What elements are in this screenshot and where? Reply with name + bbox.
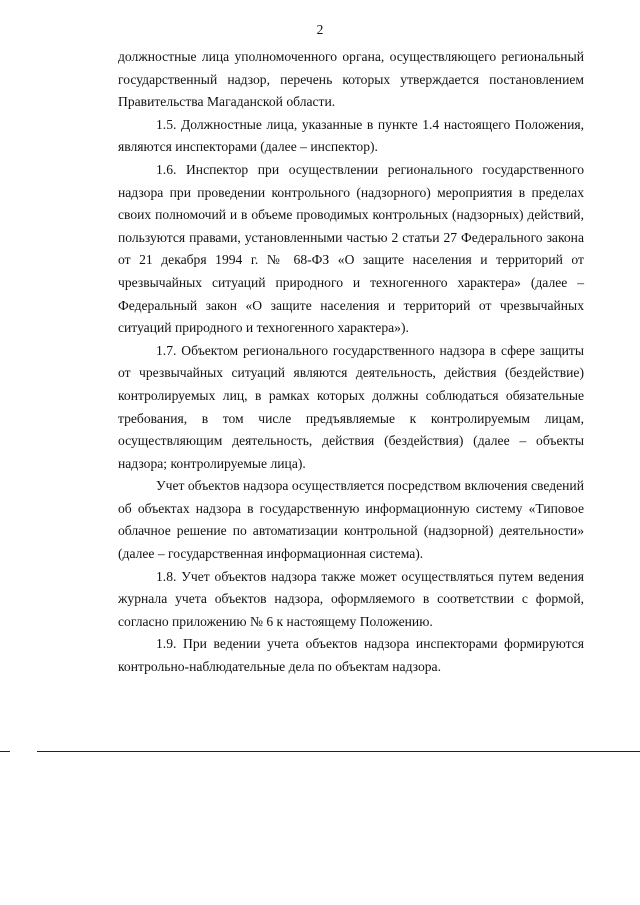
page-number: 2 bbox=[316, 22, 324, 37]
paragraph-1-9: 1.9. При ведении учета объектов надзора инспекторами формируются контрольно-наблюдательные дела по объектам надзора. bbox=[118, 636, 584, 675]
scan-edge-mark bbox=[0, 751, 10, 752]
paragraph-1-8: 1.8. Учет объектов надзора также может осуществляться путем ведения журнала учета объектов надзора, оформляемого в соответствии с формой, согласно приложению № 6 к настоящему Положению. bbox=[118, 568, 584, 629]
document-body bbox=[118, 46, 584, 679]
paragraph-1-6: 1.6. Инспектор при осуществлении регионального государственного надзора при проведении контрольного (надзорного) мероприятия в пределах своих полномочий и в объеме проводимых контрольных (надзорных) действий, пользуются правами, установленными частью 2 статьи 27 Федерального закона от 21 декабря 1994 г. № 68-ФЗ «О защите населения и территорий от чрезвычайных ситуаций природного и техногенного характера» (далее – Федеральный закон «О защите населения и территорий от чрезвычайных ситуаций природного и техногенного характера»). bbox=[118, 161, 584, 336]
paragraph-1-5: 1.5. Должностные лица, указанные в пункте 1.4 настоящего Положения, являются инспекторами (далее – инспектор). bbox=[118, 116, 584, 155]
horizontal-divider bbox=[37, 751, 640, 752]
paragraph-objects-accounting: Учет объектов надзора осуществляется посредством включения сведений об объектах надзора в государственную информационную систему «Типовое облачное решение по автоматизации контрольной (надзорной) деятельности» (далее – государственная информационная система). bbox=[118, 478, 584, 562]
paragraph-continuation: должностные лица уполномоченного органа, осуществляющего региональный государственный надзор, перечень которых утверждается постановлением Правительства Магаданской области. bbox=[118, 49, 584, 110]
paragraph-1-7: 1.7. Объектом регионального государственного надзора в сфере защиты от чрезвычайных ситуаций являются деятельность, действия (бездействие) контролируемых лиц, в рамках которых должны соблюдаться обязательные требования, в том числе предъявляемые к контролируемым лицам, осуществляющим деятельность, действия (бездействия) (далее – объекты надзора; контролируемые лица). bbox=[118, 342, 584, 471]
